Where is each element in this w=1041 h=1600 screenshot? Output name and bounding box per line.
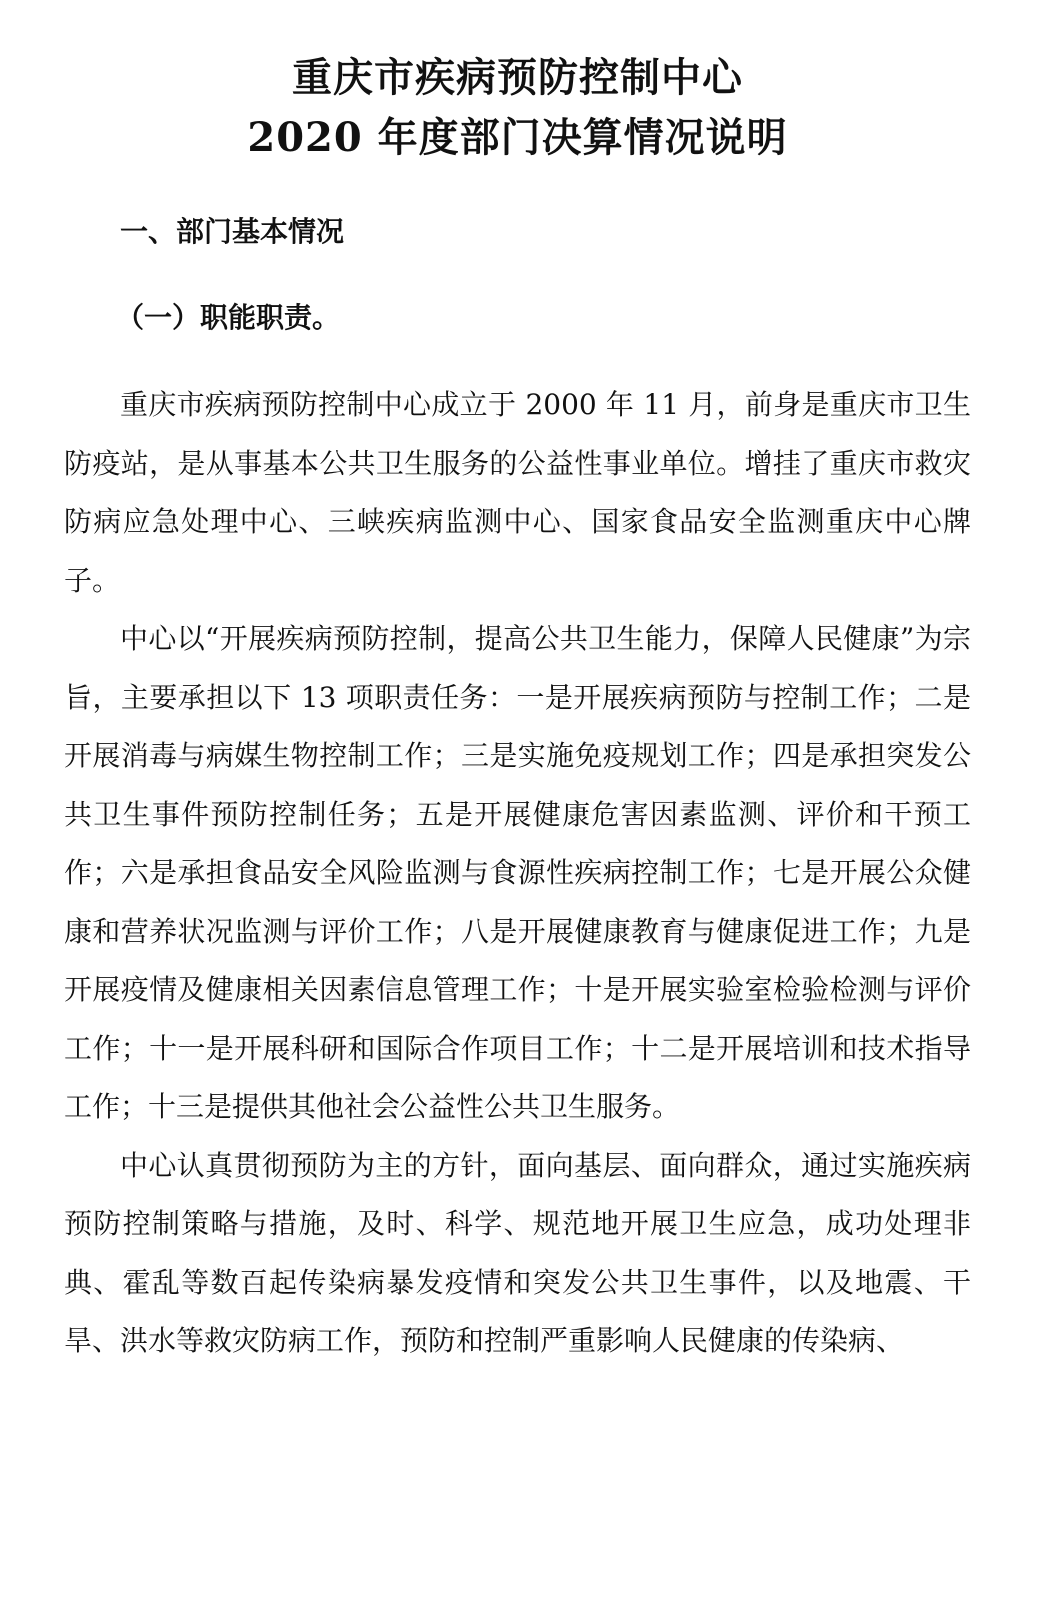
section-heading: 一、部门基本情况 (120, 215, 345, 248)
subsection-heading: （一）职能职责。 (116, 301, 341, 334)
document-title (64, 48, 971, 168)
paragraph-2: 中心以“开展疾病预防控制，提高公共卫生能力，保障人民健康”为宗旨，主要承担以下 13 项职责任务：一是开展疾病预防与控制工作；二是开展消毒与病媒生物控制工作；三是实施免疫规划工作；四是承担突发公共卫生事件预防控制任务；五是开展健康危害因素监测、评价和干预工作；六是承担食品安全风险监测与食源性疾病控制工作；七是开展公众健康和营养状况监测与评价工作；八是开展健康教育与健康促进工作；九是开展疫情及健康相关因素信息管理工作；十是开展实验室检验检测与评价工作；十一是开展科研和国际合作项目工作；十二是开展培训和技术指导工作；十三是提供其他社会公益性公共卫生服务。 (64, 622, 971, 1123)
title-line-2: 2020 年度部门决算情况说明 (247, 114, 788, 161)
paragraph-3: 中心认真贯彻预防为主的方针，面向基层、面向群众，通过实施疾病预防控制策略与措施，及时、科学、规范地开展卫生应急，成功处理非典、霍乱等数百起传染病暴发疫情和突发公共卫生事件，以及地震、干旱、洪水等救灾防病工作，预防和控制严重影响人民健康的传染病、 (64, 1148, 971, 1357)
paragraph-1: 重庆市疾病预防控制中心成立于 2000 年 11 月，前身是重庆市卫生防疫站，是从事基本公共卫生服务的公益性事业单位。增挂了重庆市救灾防病应急处理中心、三峡疾病监测中心、国家食品安全监测重庆中心牌子。 (64, 388, 971, 597)
title-line-1: 重庆市疾病预防控制中心 (292, 54, 743, 101)
